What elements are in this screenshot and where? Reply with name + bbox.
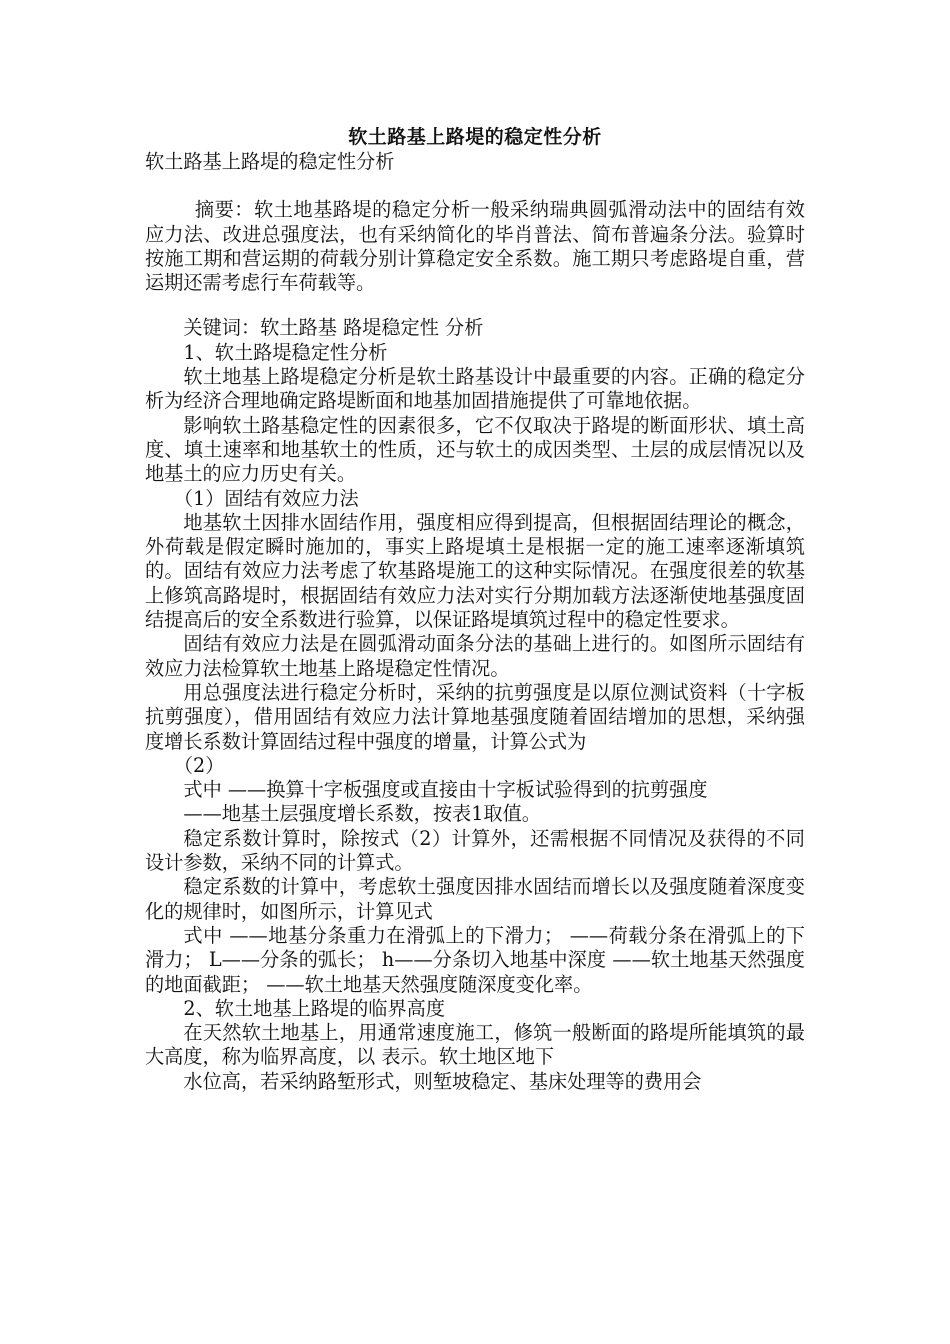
paragraph-12: 水位高，若采纳路堑形式，则堑坡稳定、基床处理等的费用会 <box>183 1069 702 1093</box>
paragraph-1: 软土地基上路堤稳定分析是软土路基设计中最重要的内容。正确的稳定分析为经济合理地确定路堤断面和地基加固措施提供了可靠地依据。 <box>145 365 805 413</box>
paragraph-6: 式中 ——换算十字板强度或直接由十字板试验得到的抗剪强度 <box>183 778 708 802</box>
section-heading-2: 2、软土地基上路堤的临界高度 <box>183 996 446 1020</box>
spacer <box>145 295 805 316</box>
equation-label: （2） <box>173 753 225 777</box>
keywords-line: 关键词：软土路基 路堤稳定性 分析 <box>183 316 484 340</box>
paragraph-2: 影响软土路基稳定性的因素很多，它不仅取决于路堤的断面形状、填土高度、填土速率和地基软土的性质，还与软土的成因类型、土层的成层情况以及地基土的应力历史有关。 <box>145 413 805 486</box>
paragraph-4: 固结有效应力法是在圆弧滑动面条分法的基础上进行的。如图所示固结有效应力法检算软土地基上路堤稳定性情况。 <box>145 632 805 680</box>
document-subtitle: 软土路基上路堤的稳定性分析 <box>145 150 395 173</box>
paragraph-10: 式中 ——地基分条重力在滑弧上的下滑力； ——荷载分条在滑弧上的下滑力； L——分条的弧长； h——分条切入地基中深度 ——软土地基天然强度的地面截距； ——软土地基天然强度随深度变化率。 <box>145 923 805 996</box>
paragraph-8: 稳定系数计算时，除按式（2）计算外，还需根据不同情况及获得的不同设计参数，采纳不同的计算式。 <box>145 826 805 875</box>
paragraph-11: 在天然软土地基上，用通常速度施工，修筑一般断面的路堤所能填筑的最大高度，称为临界高度，以 表示。软土地区地下 <box>145 1021 805 1069</box>
paragraph-9: 稳定系数的计算中，考虑软土强度因排水固结而增长以及强度随着深度变化的规律时，如图所示，计算见式 <box>145 875 805 923</box>
paragraph-7: ——地基土层强度增长系数，按表1取值。 <box>183 802 541 826</box>
section-heading-1: 1、软土路堤稳定性分析 <box>183 340 388 364</box>
abstract-paragraph: 摘要：软土地基路堤的稳定分析一般采纳瑞典圆弧滑动法中的固结有效应力法、改进总强度法，也有采纳简化的毕肖普法、简布普遍条分法。验算时按施工期和营运期的荷载分别计算稳定安全系数。施工期只考虑路堤自重，营运期还需考虑行车荷载等。 <box>145 198 805 295</box>
subsection-heading-1: （1）固结有效应力法 <box>173 486 359 510</box>
document-title: 软土路基上路堤的稳定性分析 <box>348 126 602 148</box>
paragraph-5: 用总强度法进行稳定分析时，采纳的抗剪强度是以原位测试资料（十字板抗剪强度），借用固结有效应力法计算地基强度随着固结增加的思想，采纳强度增长系数计算固结过程中强度的增量，计算公式为 <box>145 680 805 753</box>
spacer <box>145 174 805 198</box>
document-body <box>145 150 805 1094</box>
paragraph-3: 地基软土因排水固结作用，强度相应得到提高，但根据固结理论的概念，外荷载是假定瞬时施加的，事实上路堤填土是根据一定的施工速率逐渐填筑的。固结有效应力法考虑了软基路堤施工的这种实际情况。在强度很差的软基上修筑高路堤时，根据固结有效应力法对实行分期加载方法逐渐使地基强度固结提高后的安全系数进行验算，以保证路堤填筑过程中的稳定性要求。 <box>145 510 805 632</box>
